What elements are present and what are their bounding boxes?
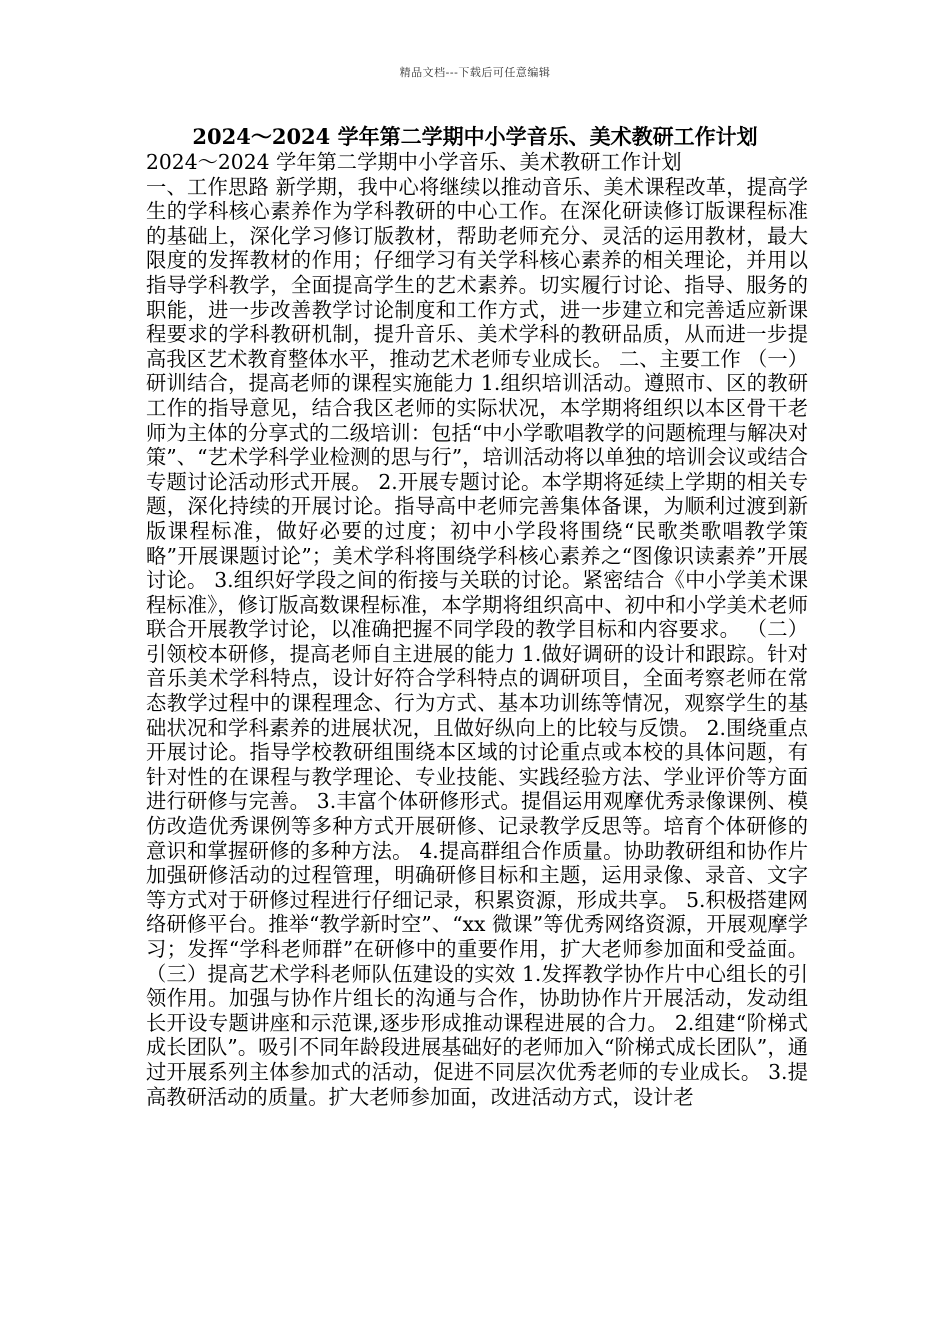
document-title: 2024～2024 学年第二学期中小学音乐、美术教研工作计划 <box>192 124 758 149</box>
document-body <box>146 150 808 1109</box>
document-subtitle: 2024～2024 学年第二学期中小学音乐、美术教研工作计划 <box>146 150 682 174</box>
body-text: 一、工作思路 新学期，我中心将继续以推动音乐、美术课程改革，提高学生的学科核心素养作为学科教研的中心工作。在深化研读修订版课程标准的基础上，深化学习修订版教材，帮助老师充分、灵活的运用教材，最大限度的发挥教材的作用；仔细学习有关学科核心素养的相关理论，并用以指导学科教学，全面提高学生的艺术素养。切实履行讨论、指导、服务的职能，进一步改善教学讨论制度和工作方式，进一步建立和完善适应新课程要求的学科教研机制，提升音乐、美术学科的教研品质，从而进一步提高我区艺术教育整体水平，推动艺术老师专业成长。 二、主要工作 （一）研训结合，提高老师的课程实施能力 1.组织培训活动。遵照市、区的教研工作的指导意见，结合我区老师的实际状况，本学期将组织以本区骨干老师为主体的分享式的二级培训：包括“中小学歌唱教学的问题梳理与解决对策”、“艺术学科学业检测的思与行”，培训活动将以单独的培训会议或结合专题讨论活动形式开展。 2.开展专题讨论。本学期将延续上学期的相关专题，深化持续的开展讨论。指导高中老师完善集体备课，为顺利过渡到新版课程标准，做好必要的过度；初中小学段将围绕“民歌类歌唱教学策略”开展课题讨论”；美术学科将围绕学科核心素养之“图像识读素养”开展讨论。 3.组织好学段之间的衔接与关联的讨论。紧密结合《中小学美术课程标准》，修订版高数课程标准，本学期将组织高中、初中和小学美术老师联合开展教学讨论，以准确把握不同学段的教学目标和内容要求。 （二）引领校本研修，提高老师自主进展的能力 1.做好调研的设计和跟踪。针对音乐美术学科特点，设计好符合学科特点的调研项目，全面考察老师在常态教学过程中的课程理念、行为方式、基本功训练等情况，观察学生的基础状况和学科素养的进展状况，且做好纵向上的比较与反馈。 2.围绕重点开展讨论。指导学校教研组围绕本区域的讨论重点或本校的具体问题，有针对性的在课程与教学理论、专业技能、实践经验方法、学业评价等方面进行研修与完善。 3.丰富个体研修形式。提倡运用观摩优秀录像课例、模仿改造优秀课例等多种方式开展研修、记录教学反思等。培育个体研修的意识和掌握研修的多种方法。 4.提高群组合作质量。协助教研组和协作片加强研修活动的过程管理，明确研修目标和主题，运用录像、录音、文字等方式对于研修过程进行仔细记录，积累资源，形成共享。 5.积极搭建网络研修平台。推举“教学新时空”、“xx 微课”等优秀网络资源，开展观摩学习；发挥“学科老师群”在研修中的重要作用，扩大老师参加面和受益面。 （三）提高艺术学科老师队伍建设的实效 1.发挥教学协作片中心组长的引领作用。加强与协作片组长的沟通与合作，协助协作片开展活动，发动组长开设专题讲座和示范课,逐步形成推动课程进展的合力。 2.组建“阶梯式成长团队”。吸引不同年龄段进展基础好的老师加入“阶梯式成长团队”，通过开展系列主体参加式的活动，促进不同层次优秀老师的专业成长。 3.提高教研活动的质量。扩大老师参加面，改进活动方式，设计老 <box>146 174 808 1109</box>
page-header: 精品文档---下载后可任意编辑 <box>399 66 551 79</box>
